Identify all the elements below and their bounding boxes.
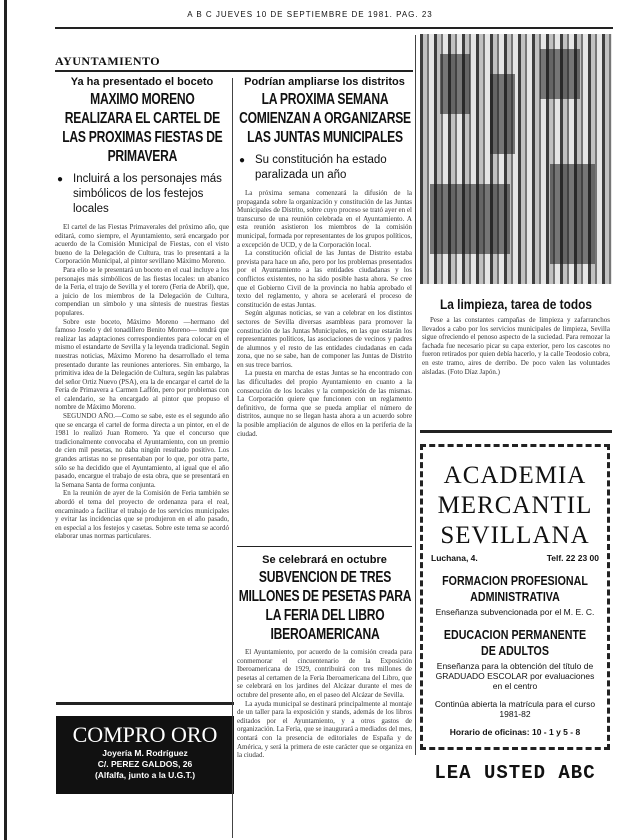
divider (420, 430, 612, 433)
paragraph: Pese a las constantes campañas de limpieza y zafarranchos llevados a cabo por los servicios municipales de limpieza, Sevilla sigue ofreciendo el penoso aspecto de la suciedad. Para remozar la fachada fue necesario picar su capa exterior, pero los cascotes no fueron retirados por quien debía hacerlo, y la calle Teodosio cobra, en este tramo, aires de derribo. De poco valen las voluntades aisladas. (Foto Díaz Japón.) (422, 316, 610, 376)
divider (55, 27, 613, 29)
article-kicker: Podrían ampliarse los distritos (244, 76, 405, 88)
paragraph: Sobre este boceto, Máximo Moreno —hermano del famoso Joselo y del tonadillero Benito Moreno— tendrá que realizar las adaptaciones correspondientes para colocar en el mismo el estandarte de Sevilla y la leyenda tradicional. Según nuestras noticias, Máximo Moreno ha desarrollado el tema presentado durante las reuniones anteriores. Sin embargo, la primitiva idea de la Delegación de Cultura, según las palabras del señor Ortiz Nuevo (PSA), era la de encargar el cartel de la Feria de Primavera a Carmen Laffón, pero por problemas con el calendario, se ha encargado al pintor que propuso el nombre de Máximo Moreno. (55, 317, 229, 412)
article-subhead: ● Incluirá a los personajes más simbólicos de los festejos locales (55, 172, 229, 217)
page-edge (4, 0, 7, 840)
ad-heading: EDUCACION PERMANENTE DE ADULTOS (443, 627, 587, 658)
ad-heading: FORMACION PROFESIONAL ADMINISTRATIVA (442, 573, 588, 604)
ad-line: (Alfalfa, junto a la U.G.T.) (94, 770, 196, 780)
ad-name-line: ACADEMIA (443, 462, 587, 489)
divider (55, 70, 413, 72)
paragraph: El Ayuntamiento, por acuerdo de la comisión creada para conmemorar el cincuentenario de la Exposición Iberoamericana de 1929, contribuirá con tres millones de pesetas al certamen de la Feria Iberoamericana del Libro, que se celebrará en los jardines del Alcázar durante el mes de octubre del presente año, en el paseo del Alcázar de Sevilla. (237, 648, 412, 699)
article-juntas (237, 74, 412, 544)
ad-text: Enseñanza subvencionada por el M. E. C. (435, 607, 595, 617)
street-photo (420, 34, 612, 284)
ad-title: COMPRO ORO (72, 722, 218, 747)
ad-hours: Horario de oficinas: 10 - 1 y 5 - 8 (449, 727, 581, 737)
photo-caption (422, 316, 610, 376)
ad-contact (423, 551, 607, 565)
ad-academia (420, 444, 610, 750)
ad-phone: Telf. 22 23 00 (546, 553, 599, 563)
photo-caption-title: La limpieza, tarea de todos (439, 296, 593, 312)
page-folio: A B C JUEVES 10 DE SEPTIEMBRE DE 1981. PAG. 23 (187, 10, 433, 19)
paragraph: Para ello se le presentará un boceto en el cual incluye a los personajes más simbólicos de las fiestas locales: un abanico de la Feria, el trajo de Sevilla y el torero (Feria de Abril), que, a juicio de los miembros de la Delegación de Cultura, compendian un símbolo y una síntesis de nuestras fiestas populares. (55, 265, 229, 317)
ad-text: Continúa abierta la matrícula para el curso 1981-82 (434, 699, 596, 719)
paragraph: La próxima semana comenzará la difusión de la propaganda sobre la organización y constitución de las Juntas Municipales de Distrito, sobre cuyo proceso se trató ayer en el transcurso de una reunión celebrada en el Ayuntamiento. A esta reunión asistieron los miembros de la comisión municipal, formada por representantes de los grupos políticos, a excepción de UCD, y de la Corporación local. (237, 189, 412, 249)
ad-text: Enseñanza para la obtención del título de GRADUADO ESCOLAR por evaluaciones en el centro (435, 661, 595, 691)
promo-lea-abc: LEA USTED ABC (434, 762, 596, 784)
column-rule (232, 78, 233, 838)
column-rule (415, 35, 416, 755)
article-body (237, 648, 412, 760)
paragraph: La constitución oficial de las Juntas de Distrito estaba prevista para hace un año, pero por los problemas presentados por el Ayuntamiento a las entidades ciudadanas y los conflictos existentes, no ha sido posible hasta ahora. Se cree que el Gobierno Civil de la provincia no había aprobado el texto del reglamento, y ahora se acelerará el proceso de constitución de estas Juntas. (237, 249, 412, 309)
article-feria-libro (237, 552, 412, 840)
article-body (237, 189, 412, 438)
article-kicker: Ya ha presentado el boceto (70, 76, 214, 88)
paragraph: Según algunas noticias, se van a celebrar en los distintos sectores de Sevilla diversas asambleas para promover la constitución de las Juntas Municipales, en las que estarán los representantes políticos, las asociaciones de vecinos y padres de alumnos y el resto de las entidades ciudadanas en cada zona, que no se sabe, han de componer las Juntas de Distrito en sus trece barrios. (237, 309, 412, 369)
paragraph: La puesta en marcha de estas Juntas se ha encontrado con las dificultades del propio Ayuntamiento en cuanto a la consecución de los locales y la composición de las mismas. La Corporación quiere que funcionen con un reglamento definitivo, de forma que se pueda ampliar el número de distritos, aunque no se llegan hasta ahora a un acuerdo sobre la posible ampliación de algunos de ellos en la periferia de la ciudad. (237, 369, 412, 438)
article-subhead: ● Su constitución ha estado paralizada un año (237, 153, 412, 183)
paragraph: En la reunión de ayer de la Comisión de Feria también se abordó el tema del proyecto de ordenanza para el real, encaminado a facilitar el trabajo de los servicios municipales y evitar las incidencias que se produjeron en el año pasado, en especial a los festejos y casetas. Sobre este tema se acordó elaborar unas normas particulares. (55, 489, 229, 541)
paragraph: El cartel de las Fiestas Primaverales del próximo año, que editará, como siempre, el Ayuntamiento, será encargado por acuerdo de la Comisión Municipal de Fiestas, con el visto bueno de la Delegación de Cultura, tras lo presentará a la Corporación Municipal, al pintor sevillano Máximo Moreno. (55, 223, 229, 266)
paragraph: La ayuda municipal se destinará principalmente al montaje de un taller para la exposición y stands, además de los libros editados por el Ayuntamiento, y a otros gastos de organización. La Feria, que se inaugurará a mediados del mes, contará con la presencia de editoriales de España y de América, y será la primera de este carácter que se organiza en la ciudad. (237, 699, 412, 760)
article-body (55, 223, 229, 541)
section-title: AYUNTAMIENTO (55, 54, 161, 68)
ad-address: Luchana, 4. (431, 553, 478, 563)
article-kicker: Se celebrará en octubre (262, 554, 387, 566)
ad-name-line: SEVILLANA (440, 522, 590, 549)
article-headline: MAXIMO MORENO REALIZARA EL CARTEL DE LAS PROXIMAS FIESTAS DE PRIMAVERA (61, 91, 223, 165)
ad-line: C/. PEREZ GALDOS, 26 (97, 759, 193, 769)
ad-name-line: MERCANTIL (437, 492, 593, 519)
article-headline: LA PROXIMA SEMANA COMIENZAN A ORGANIZARSE LAS JUNTAS MUNICIPALES (238, 91, 411, 146)
divider (56, 702, 234, 705)
divider (237, 546, 412, 547)
paragraph: SEGUNDO AÑO.—Como se sabe, este es el segundo año que se encarga el cartel de forma directa a un pintor, en el de 1981 lo realizó Juan Romero. Ya que el concurso que tradicionalmente convocaba el Ayuntamiento, con un premio de cien mil pesetas, no daba ningún resultado positivo. Los grandes artistas no se presentaban por lo que, por otra parte, sólo se ha decidido que el Ayuntamiento, al igual que el año pasado, encargue el trabajo de esta obra, que se presentará en la Semana Santa de forma conjunta. (55, 412, 229, 489)
article-headline: SUBVENCION DE TRES MILLONES DE PESETAS PARA LA FERIA DEL LIBRO IBEROAMERICANA (238, 569, 411, 643)
ad-line: Joyería M. Rodríguez (102, 748, 188, 758)
ad-compro-oro (56, 716, 234, 794)
article-fiestas (55, 74, 229, 710)
